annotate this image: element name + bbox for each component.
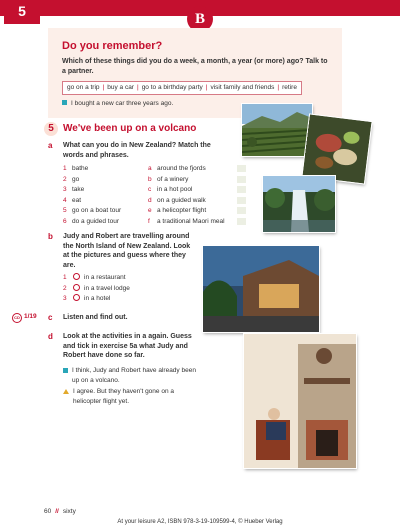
part-a-letter: a <box>48 141 53 150</box>
list-item: 1 in a restaurant <box>63 274 126 281</box>
list-item: 3 in a hotel <box>63 295 111 302</box>
list-item: 2 go <box>63 175 80 183</box>
list-item: 6 do a guided tour <box>63 217 119 225</box>
tick-box[interactable] <box>237 165 246 172</box>
dialogue-line: I think, Judy and Robert have already been up on a volcano. <box>63 366 203 385</box>
word-item: buy a car <box>107 84 134 91</box>
tick-box[interactable] <box>237 218 246 225</box>
page-number: 60 // sixty <box>44 508 76 515</box>
cd-track-label: CD 1/19 <box>12 313 37 323</box>
tick-box[interactable] <box>237 176 246 183</box>
radio-circle[interactable] <box>73 273 80 280</box>
lodge-photo <box>203 246 319 332</box>
radio-circle[interactable] <box>73 284 80 291</box>
part-c-letter: c <box>48 313 53 322</box>
maori-meal-photo <box>302 114 371 183</box>
teal-square-bullet-icon <box>63 368 68 373</box>
list-item: 4 eat <box>63 196 82 204</box>
tick-box[interactable] <box>237 197 246 204</box>
example-dialogue <box>63 366 203 408</box>
dialogue-line: I agree. But they haven't gone on a helicopter flight yet. <box>63 387 203 406</box>
list-item: 5 go on a boat tour <box>63 207 122 214</box>
yellow-triangle-bullet-icon <box>63 389 69 394</box>
list-item: 2 in a travel lodge <box>63 284 130 292</box>
list-item: c in a hot pool <box>148 186 193 193</box>
word-item: visit family and friends <box>210 84 275 91</box>
word-box: go on a trip | buy a car | go to a birthday party | visit family and friends | retire <box>62 81 302 95</box>
tick-box[interactable] <box>237 207 246 214</box>
list-item: a around the fjords <box>148 165 206 172</box>
waterfall-photo <box>263 176 335 232</box>
section-letter-badge: B <box>187 6 213 32</box>
exercise-number: 5 <box>44 122 58 136</box>
radio-circle[interactable] <box>73 294 80 301</box>
word-item: go to a birthday party <box>141 84 203 91</box>
phrase-list <box>148 164 236 227</box>
word-item: retire <box>282 84 297 91</box>
footer-credit: At your leisure A2, ISBN 978-3-19-109599-4, © Hueber Verlag <box>117 519 283 525</box>
remember-title: Do you remember? <box>62 40 163 52</box>
part-d-letter: d <box>48 332 53 341</box>
part-d-instruction: Look at the activities in a again. Guess and tick in exercise 5a what Judy and Robert have done so far. <box>63 333 192 359</box>
list-item: 1 bathe <box>63 165 89 172</box>
part-c-instruction: Listen and find out. <box>63 314 128 321</box>
list-item: d on a guided walk <box>148 196 206 204</box>
tick-box[interactable] <box>237 186 246 193</box>
part-b-letter: b <box>48 232 53 241</box>
remember-example: I bought a new car three years ago. <box>62 100 173 107</box>
part-a-instruction: What can you do in New Zealand? Match the words and phrases. <box>63 142 211 159</box>
option-list <box>63 273 163 305</box>
list-item: 3 take <box>63 186 85 193</box>
part-b-instruction: Judy and Robert are travelling around the North Island of New Zealand. Look at the pictures and guess where they are. <box>63 233 191 269</box>
list-item: e a helicopter flight <box>148 207 207 214</box>
teal-square-bullet-icon <box>62 100 67 105</box>
remember-question: Which of these things did you do a week, a month, a year (or more) ago? Talk to a partner. <box>62 58 328 75</box>
word-item: go on a trip <box>67 84 100 91</box>
verb-list <box>63 164 145 227</box>
vineyard-photo <box>242 104 312 156</box>
exercise-title: We've been up on a volcano <box>63 123 197 134</box>
list-item: f a traditional Maori meal <box>148 217 225 225</box>
unit-number-tab: 5 <box>4 0 40 24</box>
list-item: b of a winery <box>148 175 189 183</box>
cd-icon: CD <box>12 313 22 323</box>
fireplace-room-photo <box>244 334 356 468</box>
